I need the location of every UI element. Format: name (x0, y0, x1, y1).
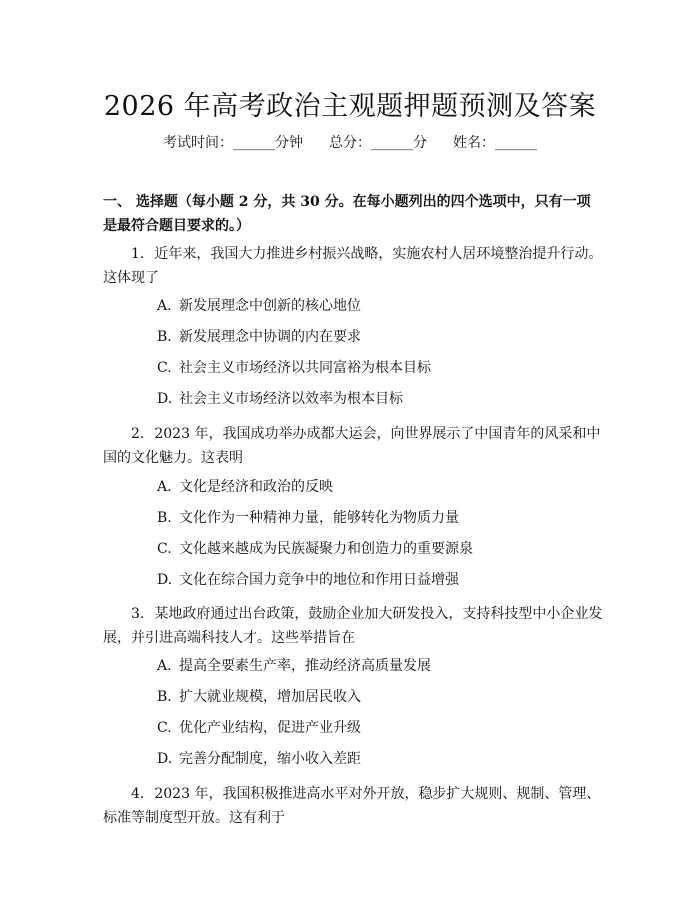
exam-meta-line (0, 132, 700, 152)
option-letter: D. (157, 391, 173, 407)
student-name-field: 姓名：______ (453, 135, 537, 151)
question-3-option-a (157, 656, 431, 676)
option-letter: C. (157, 720, 172, 736)
question-4 (103, 782, 603, 830)
option-letter: B. (157, 329, 172, 345)
option-letter: A. (157, 298, 172, 314)
question-2-option-c (157, 539, 473, 559)
question-number: 3. (131, 606, 145, 622)
option-letter: B. (157, 510, 172, 526)
question-2 (103, 422, 603, 470)
document-title: 2026 年高考政治主观题押题预测及答案 (103, 91, 597, 122)
option-text: 社会主义市场经济以效率为根本目标 (179, 391, 403, 407)
question-1 (103, 242, 603, 290)
question-2-option-a (157, 477, 333, 497)
question-3-option-d (157, 749, 361, 769)
question-1-option-c (157, 358, 431, 378)
question-stem: 某地政府通过出台政策，鼓励企业加大研发投入，支持科技型中小企业发展，并引进高端科技人才。这些举措旨在 (103, 606, 603, 646)
option-letter: C. (157, 360, 172, 376)
option-text: 扩大就业规模，增加居民收入 (179, 689, 361, 705)
question-1-option-a (157, 296, 361, 316)
section-heading: 一、 选择题（每小题 2 分，共 30 分。在每小题列出的四个选项中，只有一项是最符合题目要求的。） (103, 194, 591, 234)
option-text: 新发展理念中协调的内在要求 (179, 329, 361, 345)
question-1-option-d (157, 389, 403, 409)
option-letter: A. (157, 479, 172, 495)
question-number: 1. (131, 246, 145, 262)
question-stem: 近年来，我国大力推进乡村振兴战略，实施农村人居环境整治提升行动。这体现了 (103, 246, 603, 286)
option-text: 完善分配制度，缩小收入差距 (179, 751, 361, 767)
option-letter: B. (157, 689, 172, 705)
question-number: 4. (131, 786, 145, 802)
option-letter: A. (157, 658, 172, 674)
option-text: 文化是经济和政治的反映 (179, 479, 333, 495)
question-3 (103, 602, 603, 650)
option-text: 文化在综合国力竞争中的地位和作用日益增强 (179, 572, 459, 588)
option-text: 文化越来越成为民族凝聚力和创造力的重要源泉 (179, 541, 473, 557)
question-number: 2. (131, 426, 145, 442)
option-letter: D. (157, 572, 173, 588)
option-letter: C. (157, 541, 172, 557)
option-text: 新发展理念中创新的核心地位 (179, 298, 361, 314)
question-stem: 2023 年，我国成功举办成都大运会，向世界展示了中国青年的风采和中国的文化魅力。这表明 (103, 426, 601, 466)
total-score-field: 总分：______分 (329, 135, 427, 151)
question-3-option-c (157, 718, 361, 738)
option-text: 提高全要素生产率，推动经济高质量发展 (179, 658, 431, 674)
option-letter: D. (157, 751, 173, 767)
exam-time-field: 考试时间：______分钟 (163, 135, 303, 151)
option-text: 优化产业结构，促进产业升级 (179, 720, 361, 736)
question-stem: 2023 年，我国积极推进高水平对外开放，稳步扩大规则、规制、管理、标准等制度型开放。这有利于 (103, 786, 601, 826)
option-text: 文化作为一种精神力量，能够转化为物质力量 (179, 510, 459, 526)
question-2-option-b (157, 508, 459, 528)
question-2-option-d (157, 570, 459, 590)
option-text: 社会主义市场经济以共同富裕为根本目标 (179, 360, 431, 376)
question-3-option-b (157, 687, 361, 707)
question-1-option-b (157, 327, 361, 347)
